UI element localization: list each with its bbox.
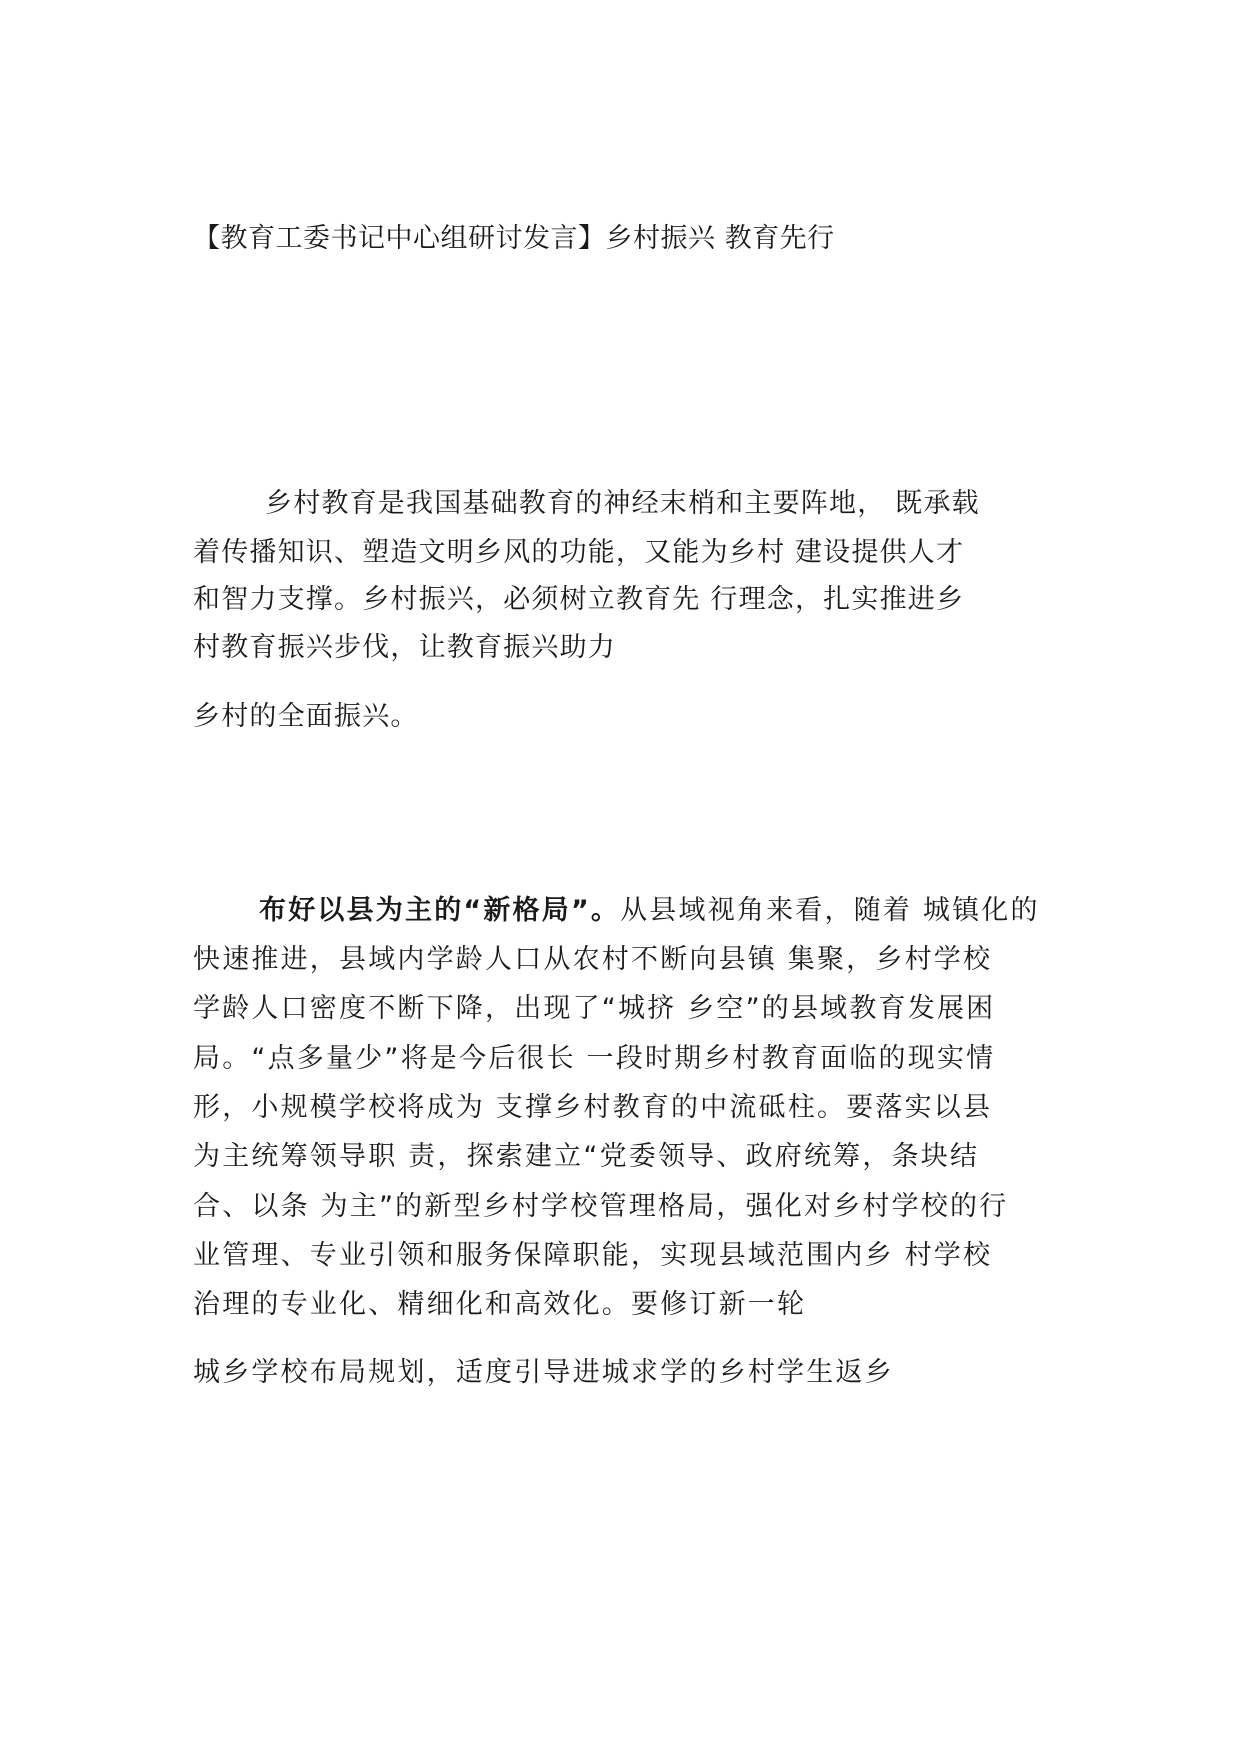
- paragraph-2-line: 治理的专业化、精细化和高效化。要修订新一轮: [193, 1289, 807, 1320]
- document-title: 【教育工委书记中心组研讨发言】乡村振兴 教育先行: [193, 223, 835, 254]
- paragraph-1-tail: 乡村的全面振兴。: [193, 701, 419, 732]
- paragraph-2-first-line: [259, 893, 1040, 929]
- paragraph-2-heading: 布好以县为主的“新格局”。: [259, 895, 621, 926]
- paragraph-2-line: 局。“点多量少”将是今后很长 一段时期乡村教育面临的现实情: [193, 1043, 996, 1074]
- paragraph-1-line: 乡村教育是我国基础教育的神经末梢和主要阵地， 既承载: [265, 488, 980, 519]
- paragraph-1-line: 和智力支撑。乡村振兴，必须树立教育先 行理念，扎实推进乡: [193, 584, 965, 615]
- paragraph-2-line: 为主统筹领导职 责，探索建立“党委领导、政府统筹，条块结: [193, 1141, 980, 1172]
- paragraph-2-line: 形，小规模学校将成为 支撑乡村教育的中流砥柱。要落实以县: [193, 1092, 993, 1123]
- paragraph-2-line: 合、以条 为主”的新型乡村学校管理格局，强化对乡村学校的行: [193, 1191, 1009, 1222]
- paragraph-2-line: 快速推进，县域内学龄人口从农村不断向县镇 集聚，乡村学校: [193, 944, 993, 975]
- paragraph-1-line: 村教育振兴步伐，让教育振兴助力: [193, 632, 616, 663]
- paragraph-1-line: 着传播知识、塑造文明乡风的功能，又能为乡村 建设提供人才: [193, 537, 965, 568]
- paragraph-2-first-line-text: 从县域视角来看，随着 城镇化的: [620, 895, 1040, 926]
- paragraph-2-tail: 城乡学校布局规划，适度引导进城求学的乡村学生返乡: [193, 1357, 894, 1388]
- paragraph-2-line: 业管理、专业引领和服务保障职能，实现县域范围内乡 村学校: [193, 1240, 993, 1271]
- paragraph-2-line: 学龄人口密度不断下降，出现了“城挤 乡空”的县域教育发展困: [193, 993, 996, 1024]
